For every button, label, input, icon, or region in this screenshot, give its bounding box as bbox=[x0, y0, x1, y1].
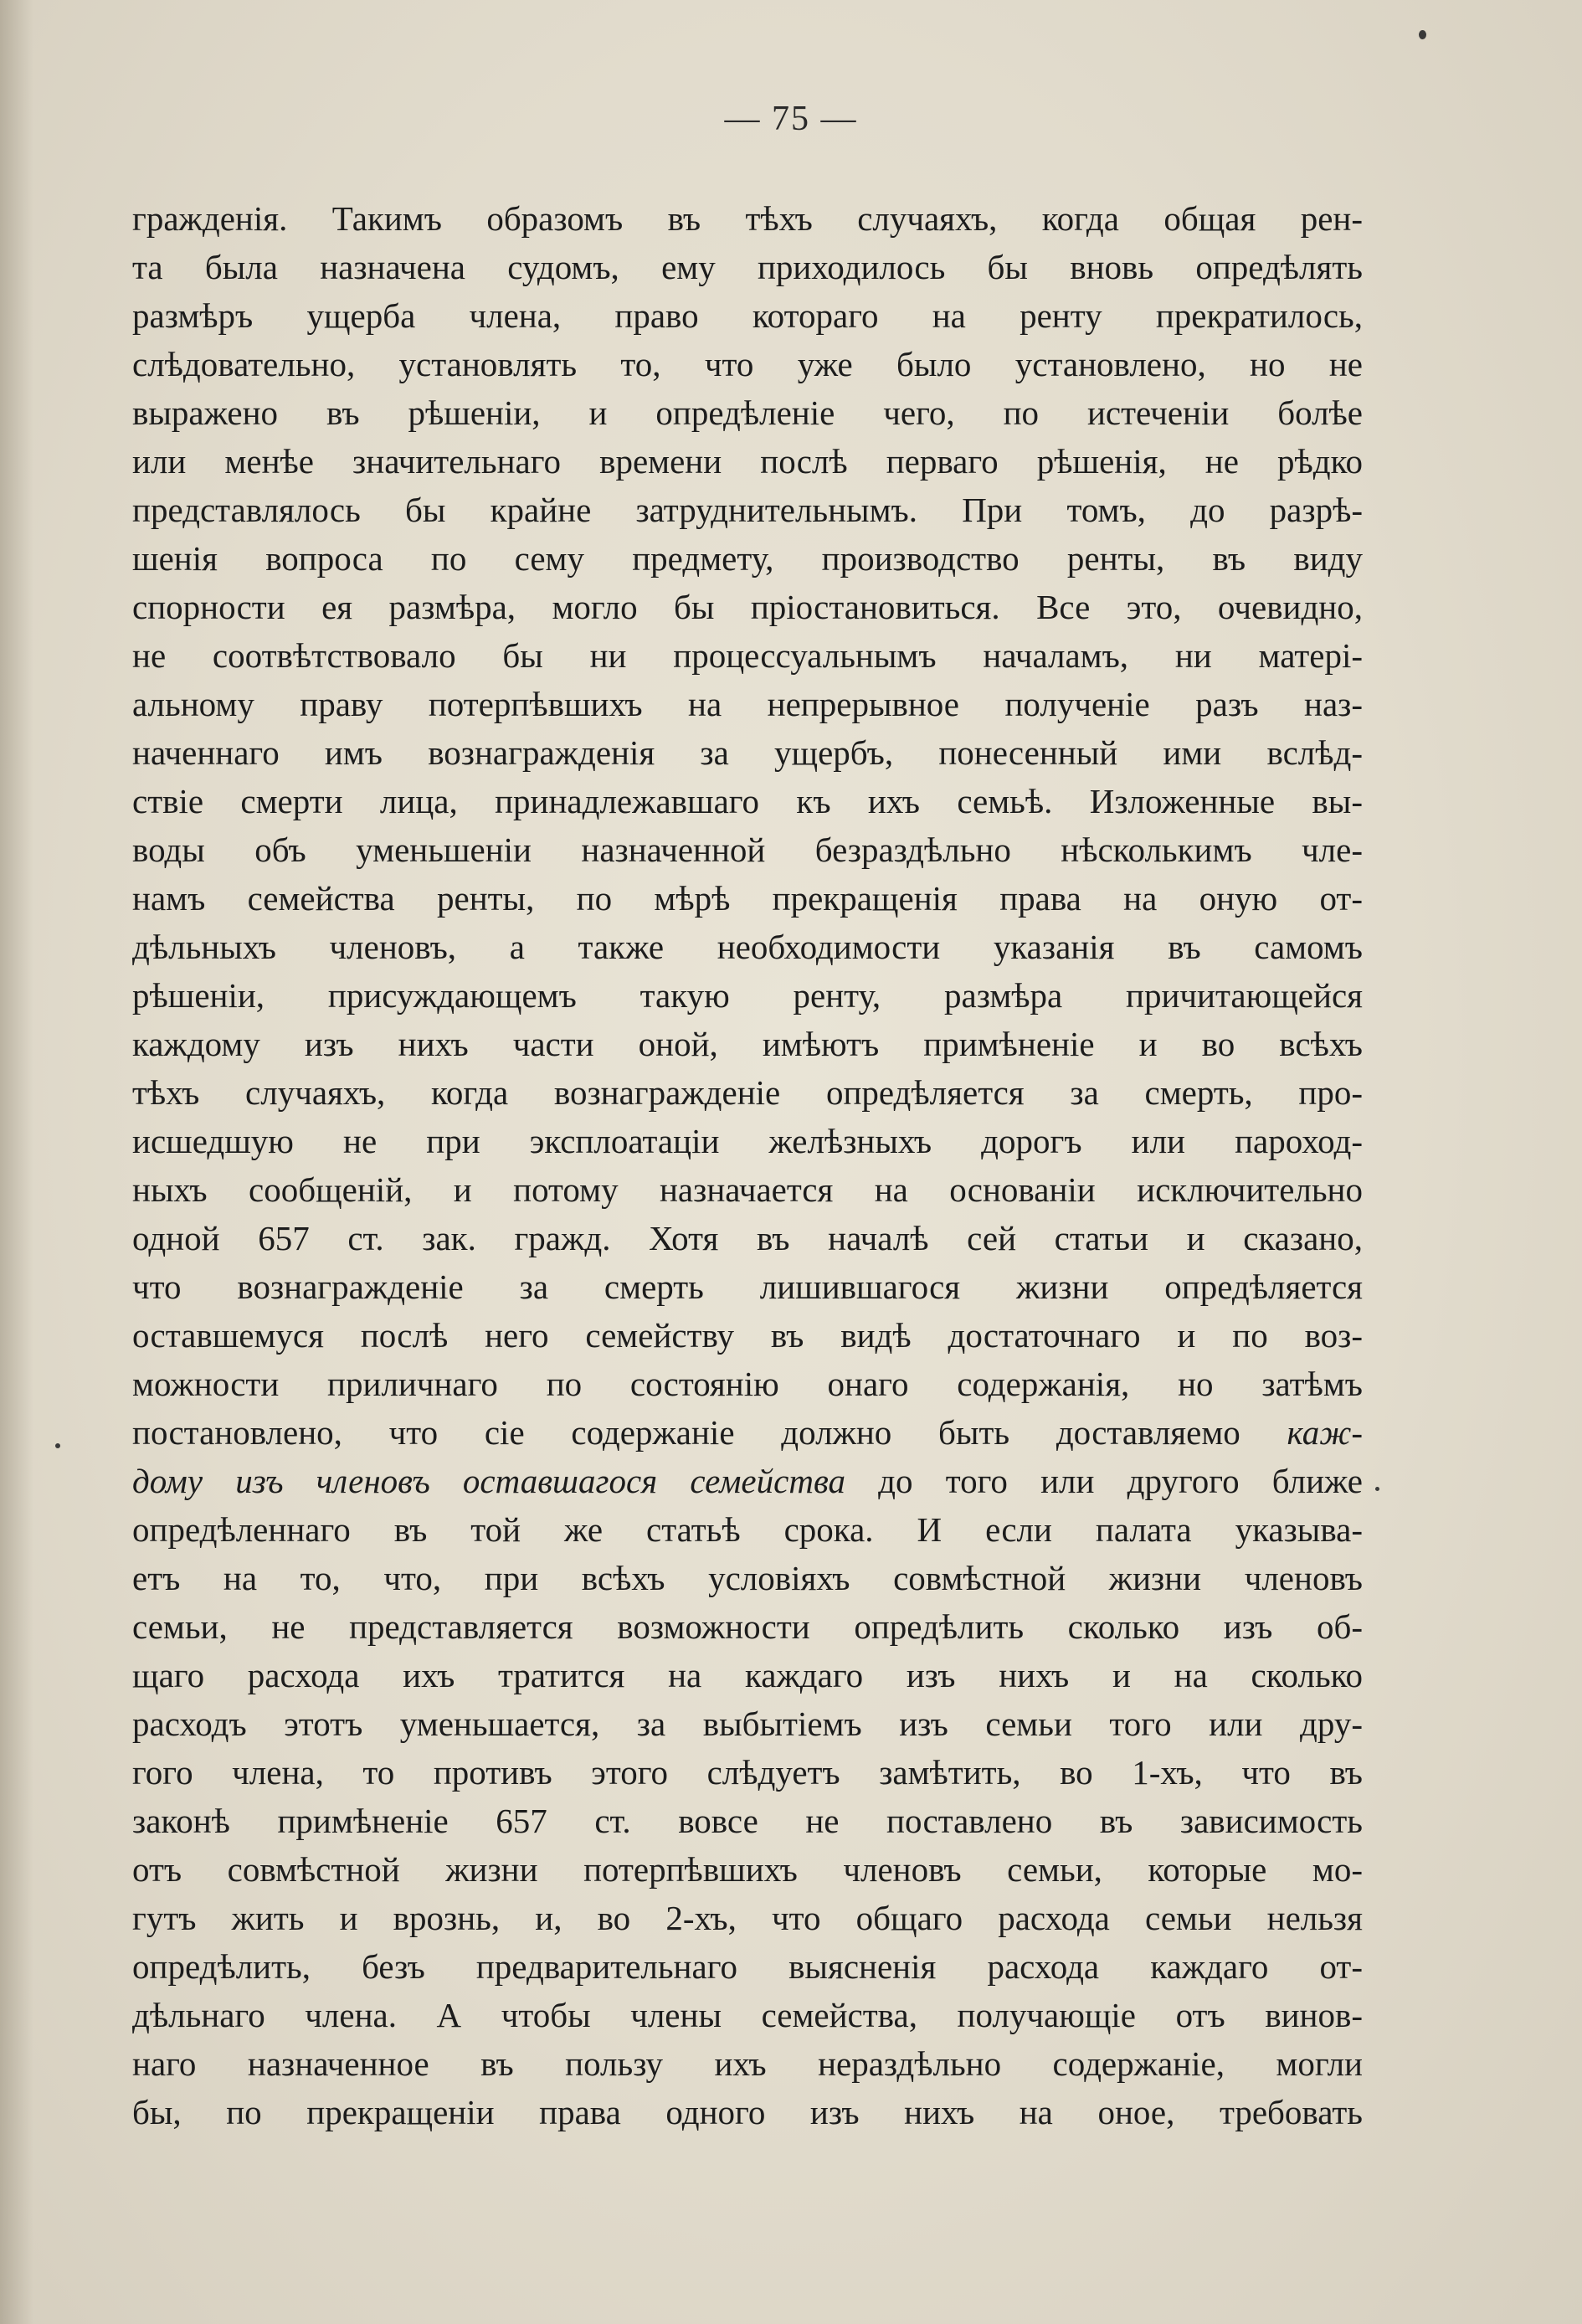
text-segment: воды объ уменьшеніи назначенной безраздѣльно нѣсколькимъ чле- bbox=[132, 830, 1363, 869]
text-segment: не соотвѣтствовало бы ни процессуальнымъ началамъ, ни матері- bbox=[132, 636, 1363, 675]
text-line bbox=[132, 583, 1363, 631]
text-segment: гутъ жить и врознь, и, во 2-хъ, что общаго расхода семьи нельзя bbox=[132, 1899, 1363, 1937]
text-segment: можности приличнаго по состоянію онаго содержанія, но затѣмъ bbox=[132, 1365, 1363, 1403]
text-line bbox=[132, 534, 1363, 583]
text-segment: отъ совмѣстной жизни потерпѣвшихъ членовъ семьи, которые мо- bbox=[132, 1850, 1363, 1889]
text-segment: дѣльнаго члена. А чтобы члены семейства, получающіе отъ винов- bbox=[132, 1996, 1363, 2034]
text-line bbox=[132, 1797, 1363, 1845]
text-line bbox=[132, 1068, 1363, 1117]
text-line bbox=[132, 1360, 1363, 1408]
text-line bbox=[132, 1942, 1363, 1991]
text-segment: семьи, не представляется возможности опредѣлить сколько изъ об- bbox=[132, 1607, 1363, 1646]
body-text bbox=[132, 194, 1363, 2136]
italic-text-segment: дому изъ членовъ оставшагося семейства bbox=[132, 1462, 845, 1500]
text-segment: представлялось бы крайне затруднительнымъ. При томъ, до разрѣ- bbox=[132, 491, 1363, 529]
text-line bbox=[132, 1214, 1363, 1262]
text-segment: гого члена, то противъ этого слѣдуетъ замѣтить, во 1-хъ, что въ bbox=[132, 1753, 1363, 1792]
ink-speck bbox=[1375, 1487, 1379, 1491]
text-segment: каждому изъ нихъ части оной, имѣютъ примѣненіе и во всѣхъ bbox=[132, 1025, 1363, 1063]
text-segment: гражденія. Такимъ образомъ въ тѣхъ случаяхъ, когда общая рен- bbox=[132, 199, 1363, 238]
text-segment: законѣ примѣненіе 657 ст. вовсе не поставлено въ зависимость bbox=[132, 1802, 1363, 1840]
text-segment: что вознагражденіе за смерть лишившагося жизни опредѣляется bbox=[132, 1267, 1363, 1306]
text-line bbox=[132, 1845, 1363, 1894]
text-segment: слѣдовательно, установлять то, что уже было установлено, но не bbox=[132, 345, 1363, 383]
text-segment: тѣхъ случаяхъ, когда вознагражденіе опредѣляется за смерть, про- bbox=[132, 1073, 1363, 1112]
text-line bbox=[132, 825, 1363, 874]
text-segment: шенія вопроса по сему предмету, производство ренты, въ виду bbox=[132, 539, 1363, 578]
text-line bbox=[132, 1408, 1363, 1457]
text-segment: наченнаго имъ вознагражденія за ущербъ, понесенный ими вслѣд- bbox=[132, 733, 1363, 772]
text-line bbox=[132, 1457, 1363, 1505]
text-segment: выражено въ рѣшеніи, и опредѣленіе чего, по истеченіи болѣе bbox=[132, 393, 1363, 432]
text-segment: альному праву потерпѣвшихъ на непрерывное полученіе разъ наз- bbox=[132, 685, 1363, 723]
text-line bbox=[132, 728, 1363, 777]
text-segment: ныхъ сообщеній, и потому назначается на основаніи исключительно bbox=[132, 1170, 1363, 1209]
text-segment: размѣръ ущерба члена, право котораго на ренту прекратилось, bbox=[132, 296, 1363, 335]
text-segment: бы, по прекращеніи права одного изъ нихъ на оное, требовать bbox=[132, 2093, 1363, 2131]
text-line bbox=[132, 1991, 1363, 2039]
text-line bbox=[132, 2039, 1363, 2088]
text-line bbox=[132, 1117, 1363, 1165]
text-segment: намъ семейства ренты, по мѣрѣ прекращенія права на оную от- bbox=[132, 879, 1363, 918]
text-line bbox=[132, 1699, 1363, 1748]
text-segment: опредѣлить, безъ предварительнаго выясненія расхода каждаго от- bbox=[132, 1947, 1363, 1986]
text-segment: постановлено, что сіе содержаніе должно быть доставляемо bbox=[132, 1413, 1287, 1452]
text-segment: щаго расхода ихъ тратится на каждаго изъ нихъ и на сколько bbox=[132, 1656, 1363, 1694]
text-line bbox=[132, 631, 1363, 680]
text-line bbox=[132, 1748, 1363, 1797]
page-edge-shadow bbox=[0, 0, 33, 2324]
text-line bbox=[132, 1262, 1363, 1311]
text-line bbox=[132, 1602, 1363, 1651]
text-line bbox=[132, 777, 1363, 825]
text-segment: рѣшеніи, присуждающемъ такую ренту, размѣра причитающейся bbox=[132, 976, 1363, 1015]
text-segment: расходъ этотъ уменьшается, за выбытіемъ изъ семьи того или дру- bbox=[132, 1704, 1363, 1743]
text-line bbox=[132, 1020, 1363, 1068]
text-segment: ствіе смерти лица, принадлежавшаго къ ихъ семьѣ. Изложенные вы- bbox=[132, 782, 1363, 820]
text-line bbox=[132, 340, 1363, 388]
text-line bbox=[132, 1311, 1363, 1360]
text-line bbox=[132, 1651, 1363, 1699]
text-segment: опредѣленнаго въ той же статьѣ срока. И если палата указыва- bbox=[132, 1510, 1363, 1549]
text-line bbox=[132, 923, 1363, 971]
text-segment: етъ на то, что, при всѣхъ условіяхъ совмѣстной жизни членовъ bbox=[132, 1559, 1363, 1597]
text-line bbox=[132, 874, 1363, 923]
text-segment: или менѣе значительнаго времени послѣ перваго рѣшенія, не рѣдко bbox=[132, 442, 1363, 481]
ink-speck bbox=[55, 1443, 60, 1448]
text-segment: спорности ея размѣра, могло бы пріостановиться. Все это, очевидно, bbox=[132, 588, 1363, 626]
text-line bbox=[132, 1554, 1363, 1602]
text-line bbox=[132, 680, 1363, 728]
text-line bbox=[132, 1505, 1363, 1554]
text-segment: дѣльныхъ членовъ, а также необходимости указанія въ самомъ bbox=[132, 928, 1363, 966]
italic-text-segment: каж- bbox=[1287, 1413, 1363, 1452]
text-line bbox=[132, 971, 1363, 1020]
text-line bbox=[132, 1894, 1363, 1942]
text-line bbox=[132, 291, 1363, 340]
text-segment: до того или другого ближе bbox=[845, 1462, 1363, 1500]
text-line bbox=[132, 437, 1363, 486]
text-line bbox=[132, 388, 1363, 437]
text-segment: та была назначена судомъ, ему приходилось бы вновь опредѣлять bbox=[132, 248, 1363, 286]
text-line bbox=[132, 194, 1363, 243]
ink-speck bbox=[1419, 30, 1426, 39]
text-line bbox=[132, 243, 1363, 291]
text-line bbox=[132, 2088, 1363, 2136]
text-segment: одной 657 ст. зак. гражд. Хотя въ началѣ сей статьи и сказано, bbox=[132, 1219, 1363, 1257]
text-line bbox=[132, 486, 1363, 534]
text-segment: наго назначенное въ пользу ихъ нераздѣльно содержаніе, могли bbox=[132, 2044, 1363, 2083]
text-segment: оставшемуся послѣ него семейству въ видѣ достаточнаго и по воз- bbox=[132, 1316, 1363, 1355]
text-line bbox=[132, 1165, 1363, 1214]
page-number: — 75 — bbox=[724, 100, 858, 138]
text-segment: исшедшую не при эксплоатаціи желѣзныхъ дорогъ или пароход- bbox=[132, 1122, 1363, 1160]
